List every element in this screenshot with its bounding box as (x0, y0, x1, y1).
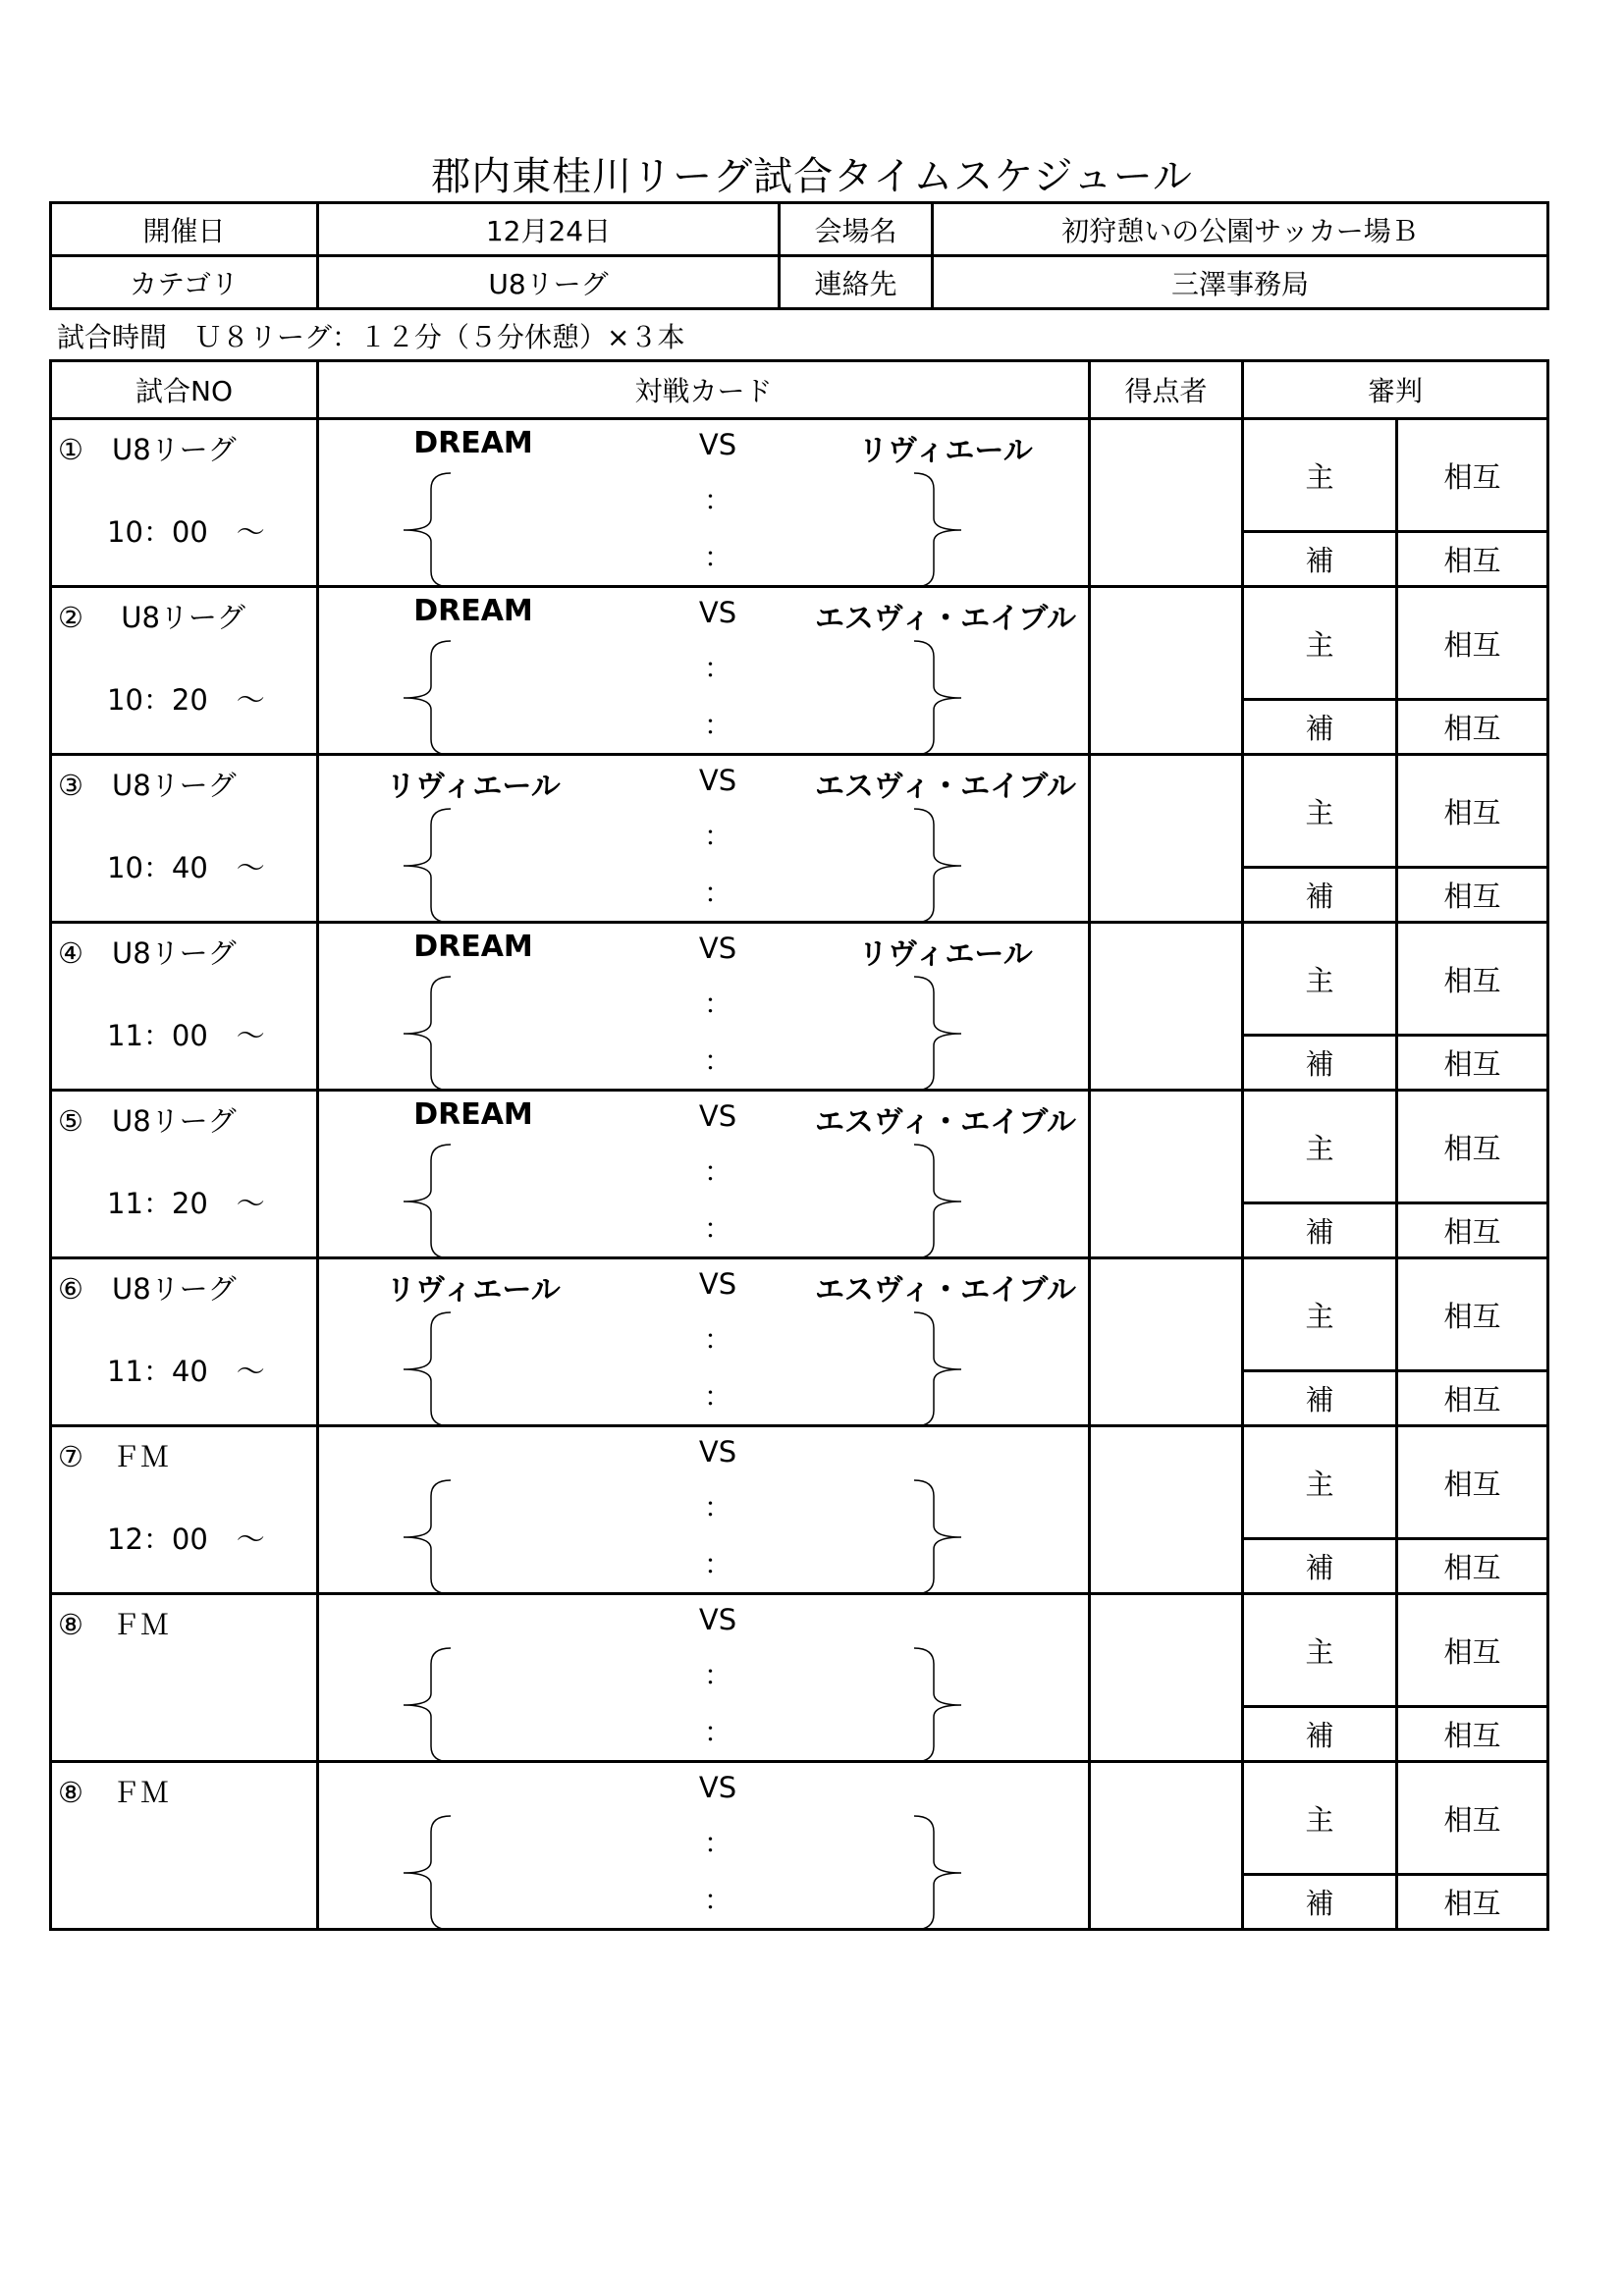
main-referee-label: 主 (1243, 419, 1397, 532)
assistant-referee-value: 相互 (1397, 868, 1548, 923)
match-number-cell (51, 1594, 318, 1762)
right-brace-icon (912, 471, 963, 593)
left-brace-icon (402, 1646, 453, 1768)
assistant-referee-label: 補 (1243, 1036, 1397, 1091)
main-referee-value: 相互 (1397, 755, 1548, 868)
schedule-table (49, 359, 1549, 1931)
match-number-cell (51, 923, 318, 1091)
assistant-referee-label: 補 (1243, 532, 1397, 587)
match-number: ⑧ ＦＭ (58, 1776, 169, 1809)
main-referee-value: 相互 (1397, 1091, 1548, 1203)
score-colon: ： (703, 1659, 731, 1691)
home-team: DREAM (413, 1097, 533, 1132)
match-row (51, 923, 1548, 1036)
left-brace-icon (402, 1310, 453, 1432)
assistant-referee-value: 相互 (1397, 700, 1548, 755)
match-card-cell (318, 1091, 1090, 1258)
match-number-cell (51, 1762, 318, 1930)
away-team: エスヴィ・エイブル (814, 1105, 1077, 1140)
main-referee-value: 相互 (1397, 587, 1548, 700)
score-colon: ： (703, 484, 731, 516)
main-referee-value: 相互 (1397, 923, 1548, 1036)
assistant-referee-label: 補 (1243, 1707, 1397, 1762)
score-colon: ： (703, 1155, 731, 1188)
score-colon: ： (703, 820, 731, 852)
match-card-cell (318, 755, 1090, 923)
category-label: カテゴリ (51, 256, 318, 309)
score-colon: ： (703, 877, 731, 909)
match-row (51, 587, 1548, 700)
match-start-time: 11：40 ～ (107, 1355, 265, 1388)
match-start-time: 10：40 ～ (107, 851, 265, 884)
assistant-referee-label: 補 (1243, 1539, 1397, 1594)
match-number-cell (51, 1091, 318, 1258)
assistant-referee-value: 相互 (1397, 1875, 1548, 1930)
match-number: ③ U8リーグ (58, 769, 237, 802)
assistant-referee-value: 相互 (1397, 1707, 1548, 1762)
match-number-cell (51, 755, 318, 923)
left-brace-icon (402, 807, 453, 929)
right-brace-icon (912, 1143, 963, 1264)
right-brace-icon (912, 639, 963, 761)
assistant-referee-value: 相互 (1397, 532, 1548, 587)
match-row (51, 1426, 1548, 1539)
match-number: ④ U8リーグ (58, 936, 237, 970)
vs-label: VS (698, 428, 737, 461)
main-referee-value: 相互 (1397, 1762, 1548, 1875)
venue-label: 会場名 (780, 203, 933, 256)
vs-label: VS (698, 1267, 737, 1301)
match-card-cell (318, 419, 1090, 587)
score-colon: ： (703, 1380, 731, 1413)
assistant-referee-label: 補 (1243, 1371, 1397, 1426)
match-number-cell (51, 419, 318, 587)
match-start-time: 11：00 ～ (107, 1019, 265, 1052)
match-time-note: 試合時間 Ｕ８リーグ：１２分（５分休憩）×３本 (57, 321, 685, 353)
score-colon: ： (703, 541, 731, 573)
page-title: 郡内東桂川リーグ試合タイムスケジュール (431, 154, 1193, 199)
match-card-cell (318, 1762, 1090, 1930)
scorer-cell (1090, 1762, 1243, 1930)
contact-value: 三澤事務局 (933, 256, 1548, 309)
left-brace-icon (402, 639, 453, 761)
right-brace-icon (912, 807, 963, 929)
left-brace-icon (402, 1143, 453, 1264)
match-number: ⑦ ＦＭ (58, 1440, 169, 1473)
date-value: 12月24日 (318, 203, 780, 256)
main-referee-label: 主 (1243, 1594, 1397, 1707)
assistant-referee-label: 補 (1243, 868, 1397, 923)
match-row (51, 755, 1548, 868)
right-brace-icon (912, 1310, 963, 1432)
vs-label: VS (698, 764, 737, 797)
score-colon: ： (703, 709, 731, 741)
main-referee-label: 主 (1243, 1762, 1397, 1875)
left-brace-icon (402, 1814, 453, 1936)
score-colon: ： (703, 1716, 731, 1748)
vs-label: VS (698, 1771, 737, 1804)
header-match-no: 試合NO (51, 361, 318, 419)
away-team: エスヴィ・エイブル (814, 602, 1077, 636)
match-card-cell (318, 587, 1090, 755)
home-team: DREAM (413, 426, 533, 460)
main-referee-label: 主 (1243, 1426, 1397, 1539)
main-referee-label: 主 (1243, 923, 1397, 1036)
assistant-referee-value: 相互 (1397, 1203, 1548, 1258)
home-team: リヴィエール (386, 1273, 561, 1308)
match-row (51, 1762, 1548, 1875)
main-referee-label: 主 (1243, 1258, 1397, 1371)
match-row (51, 1594, 1548, 1707)
main-referee-label: 主 (1243, 755, 1397, 868)
header-referee: 審判 (1243, 361, 1548, 419)
right-brace-icon (912, 1646, 963, 1768)
match-card-cell (318, 1426, 1090, 1594)
date-label: 開催日 (51, 203, 318, 256)
right-brace-icon (912, 1814, 963, 1936)
away-team: リヴィエール (858, 434, 1033, 468)
match-start-time: 10：20 ～ (107, 683, 265, 717)
score-colon: ： (703, 1548, 731, 1580)
match-card-cell (318, 1258, 1090, 1426)
vs-label: VS (698, 932, 737, 965)
left-brace-icon (402, 1478, 453, 1600)
match-start-time: 10：00 ～ (107, 515, 265, 549)
match-number: ⑤ U8リーグ (58, 1104, 237, 1138)
home-team: DREAM (413, 594, 533, 628)
scorer-cell (1090, 1594, 1243, 1762)
main-referee-value: 相互 (1397, 419, 1548, 532)
assistant-referee-label: 補 (1243, 1875, 1397, 1930)
vs-label: VS (698, 1099, 737, 1133)
away-team: エスヴィ・エイブル (814, 1273, 1077, 1308)
match-row (51, 419, 1548, 532)
assistant-referee-label: 補 (1243, 700, 1397, 755)
match-row (51, 1091, 1548, 1203)
match-number: ⑥ U8リーグ (58, 1272, 237, 1306)
score-colon: ： (703, 1044, 731, 1077)
vs-label: VS (698, 1603, 737, 1636)
left-brace-icon (402, 975, 453, 1096)
match-number: ② U8リーグ (58, 601, 245, 634)
main-referee-value: 相互 (1397, 1258, 1548, 1371)
away-team: リヴィエール (858, 937, 1033, 972)
right-brace-icon (912, 1478, 963, 1600)
score-colon: ： (703, 1491, 731, 1523)
score-colon: ： (703, 652, 731, 684)
main-referee-value: 相互 (1397, 1426, 1548, 1539)
score-colon: ： (703, 988, 731, 1020)
score-colon: ： (703, 1323, 731, 1356)
assistant-referee-value: 相互 (1397, 1371, 1548, 1426)
venue-value: 初狩憩いの公園サッカー場Ｂ (933, 203, 1548, 256)
header-match-card: 対戦カード (318, 361, 1090, 419)
home-team: リヴィエール (386, 770, 561, 804)
main-referee-label: 主 (1243, 587, 1397, 700)
match-number-cell (51, 1426, 318, 1594)
away-team: エスヴィ・エイブル (814, 770, 1077, 804)
score-colon: ： (703, 1827, 731, 1859)
match-number-cell (51, 587, 318, 755)
main-referee-label: 主 (1243, 1091, 1397, 1203)
assistant-referee-value: 相互 (1397, 1539, 1548, 1594)
assistant-referee-value: 相互 (1397, 1036, 1548, 1091)
match-start-time: 12：00 ～ (107, 1522, 265, 1556)
home-team: DREAM (413, 930, 533, 964)
scorer-cell (1090, 1426, 1243, 1594)
right-brace-icon (912, 975, 963, 1096)
header-scorer: 得点者 (1090, 361, 1243, 419)
match-number: ⑧ ＦＭ (58, 1608, 169, 1641)
match-number-cell (51, 1258, 318, 1426)
match-card-cell (318, 1594, 1090, 1762)
main-referee-value: 相互 (1397, 1594, 1548, 1707)
left-brace-icon (402, 471, 453, 593)
event-info-table (49, 201, 1549, 310)
category-value: U8リーグ (318, 256, 780, 309)
score-colon: ： (703, 1212, 731, 1245)
match-card-cell (318, 923, 1090, 1091)
vs-label: VS (698, 1435, 737, 1468)
vs-label: VS (698, 596, 737, 629)
score-colon: ： (703, 1884, 731, 1916)
match-row (51, 1258, 1548, 1371)
match-number: ① U8リーグ (58, 433, 237, 466)
contact-label: 連絡先 (780, 256, 933, 309)
match-start-time: 11：20 ～ (107, 1187, 265, 1220)
assistant-referee-label: 補 (1243, 1203, 1397, 1258)
